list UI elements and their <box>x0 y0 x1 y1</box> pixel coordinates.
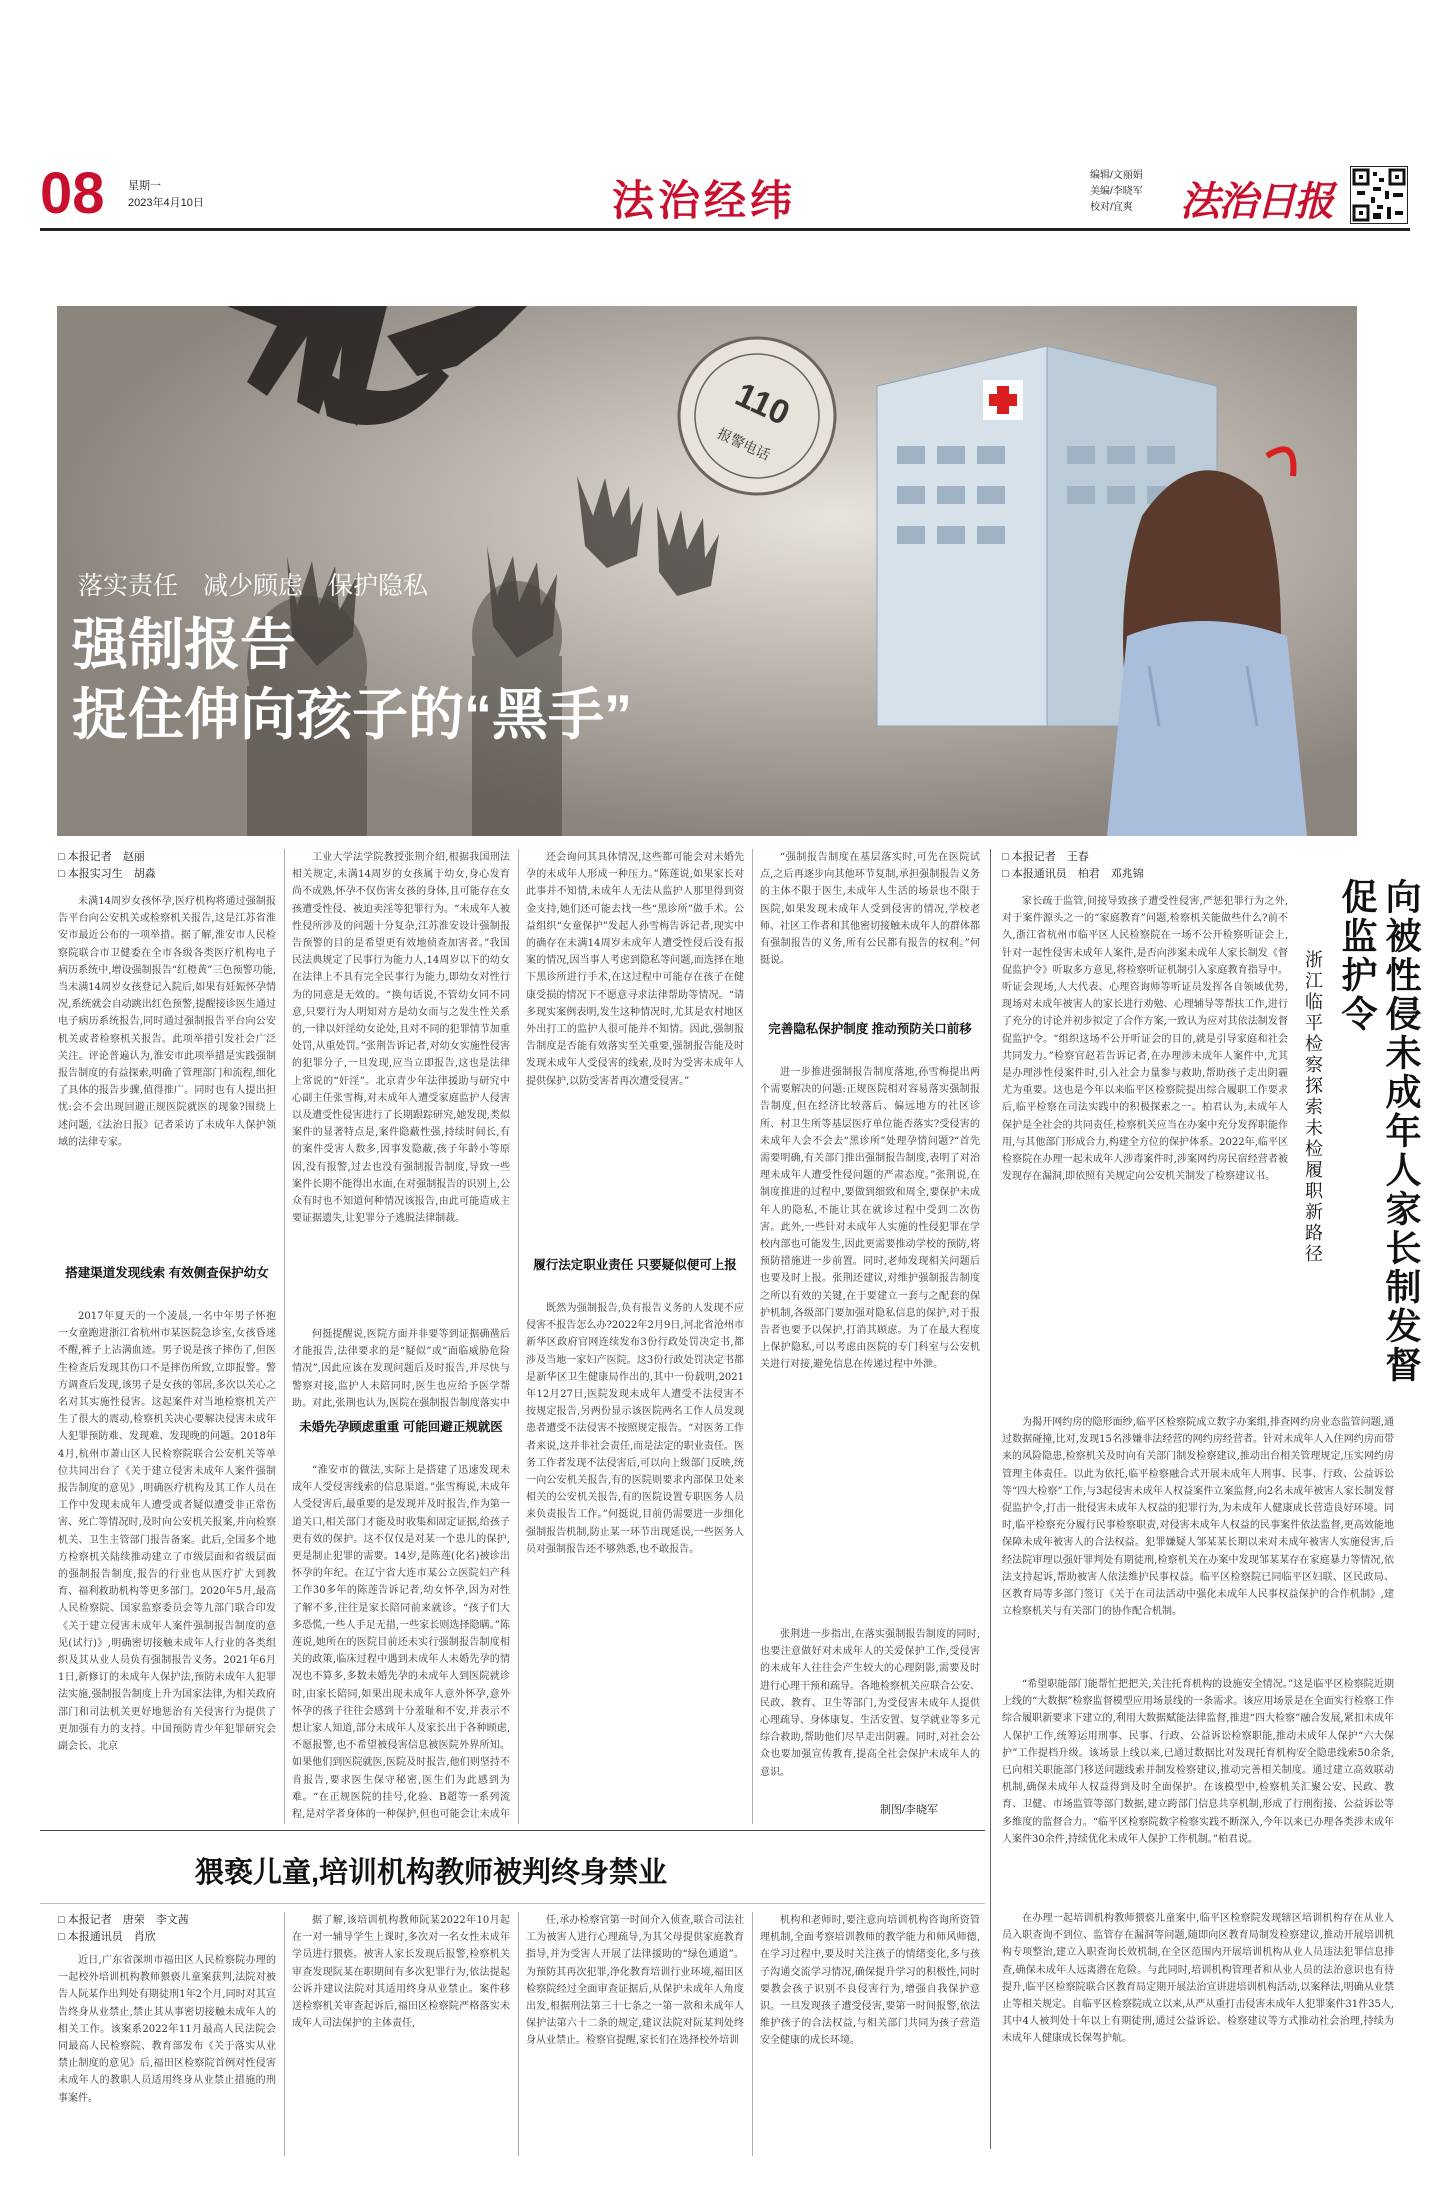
badge-phone-text: 报警电话 <box>714 425 773 465</box>
reporter-credit: □ 本报记者 赵丽 <box>58 851 145 863</box>
article1-subhead-4: 完善隐私保护制度 推动预防关口前移 <box>768 1022 972 1036</box>
article1-paragraph: 进一步推进强制报告制度落地,孙雪梅提出两个需要解决的问题:正规医院相对容易落实强制报告制度,但在经济比较落后、偏远地方的社区诊所、村卫生所等基层医疗单位能否落实?受侵害的未成年人会不会去“黑诊所”处理孕情问题?“首先需要明确,有关部门推出强制报告制度,表明了对治理未成年人遭受性侵问题的严肃态度。”张荆说,在制度推进的过程中,要做到细致和周全,要保护未成年人的隐私,不能让其在就诊过程中受到二次伤害。此外,一些针对未成年人实施的性侵犯罪在学校内部也可能发生,因此更需要推动学校的预防,将预防措施进一步前置。同时,老师发现相关问题后也要及时上报。张荆还建议,对维护强制报告制度之所以有效的关键,在于要建立一套与之配套的保护机制,各级部门要加强对隐私信息的保护,对于报告者也要予以保护,打消其顾虑。为了在最大程度上保护隐私,可以考虑由医院的专门科室与公安机关进行对接,避免信息在传递过程中外泄。 <box>760 1067 980 1371</box>
article1-paragraph: 工业大学法学院教授张荆介绍,根据我国刑法相关规定,未满14周岁的女孩属于幼女,身心发育尚不成熟,怀孕不仅伤害女孩的身体,且可能存在女孩遭受性侵、被迫卖淫等犯罪行为。“未成年人被性侵所涉及的问题十分复杂,江苏淮安设计强制报告预警的目的是希望更有效地侦查加害者。”我国民法典规定了民事行为能力人,14周岁以下的幼女在法律上不具有完全民事行为能力,即幼女对性行为的同意是无效的。“换句话说,不管幼女同不同意,只要行为人明知对方是幼女而与之发生性关系的,一律以奸淫幼女论处,且对不同的犯罪情节加重处罚,从重处罚。”张荆告诉记者,对幼女实施性侵害的犯罪分子,一旦发现,应当立即报告,这也是法律上常说的“奸淫”。北京青少年法律援助与研究中心副主任张雪梅,对未成年人遭受家庭监护人侵害以及遭受性侵害进行了长期跟踪研究,她发现,类似案件的显著特点是,案件隐蔽性强,持续时间长,有的案件受害人数多,因事发隐蔽,孩子年龄小等原因,没有报警,过去也没有强制报告制度,导致一些案件长期不能得出水面,在对强制报告的识别上,公众有时也不知道何种情况该报告,由此可能造成主要证据遗失,让犯罪分子逃脱法律制裁。 <box>292 852 510 1225</box>
section-title: 法治经纬 <box>612 179 797 225</box>
article3-col2-text <box>292 1912 510 2156</box>
article2-text-b <box>1002 1414 1394 1672</box>
article2-byline <box>1002 849 1144 883</box>
article3-title-rule <box>40 1903 985 1904</box>
article2-paragraph: “希望职能部门能帮忙把把关,关注托育机构的设施安全情况。”这是临平区检察院近期上线的“大数据”检察监督模型应用场景线的一条需求。该应用场景是在全面实行检察工作综合履职新要求下建立的,利用大数据赋能法律监督,推进“四大检察”融合发展,紧扣未成年人保护工作,统筹运用刑事、民事、行政、公益诉讼检察职能,推动未成年人保护“六大保护”工作提档升级。该场景上线以来,已通过数据比对发现托育机构安全隐患线索50余条,已向相关职能部门移送问题线索并制发检察建议,推动完善相关制度。通过建立高效联动机制,确保未成年人权益得到及时全面保护。在该模型中,检察机关汇聚公安、民政、教育、卫健、市场监管等部门数据,建立跨部门信息共享机制,形成了行刑衔接、公益诉讼等多维度的监督合力。“临平区检察院数字检察实践不断深入,今年以来已办理各类涉未成年人案件30余件,持续优化未成年人保护工作机制。”柏君说。 <box>1002 1679 1394 1845</box>
issue-date-block <box>128 178 204 212</box>
article1-paragraph: 2017年夏天的一个凌晨,一名中年男子怀抱一女童跑进浙江省杭州市某医院急诊室,女孩昏迷不醒,裤子上沾满血迹。男子说是孩子摔伤了,但医生检查后发现其伤口不是摔伤所致,立即报警。警方调查后发现,该男子是女孩的邻居,多次以关心之名对其实施性侵害。这起案件对当地检察机关产生了很大的震动,检察机关决心要解决侵害未成年人犯罪预防难、发现难、发现晚的问题。2018年4月,杭州市萧山区人民检察院联合公安机关等单位共同出台了《关于建立侵害未成年人案件强制报告制度的意见》,明确医疗机构及其工作人员在工作中发现未成年人遭受或者疑似遭受非正常伤害、死亡等情况时,及时向公安机关报案,并向检察机关、卫生主管部门报告备案。此后,全国多个地方检察机关陆续推动建立了市级层面和省级层面的强制报告制度,报告的行业也从医疗扩大到教育、福利救助机构等更多部门。2020年5月,最高人民检察院、国家监察委员会等九部门联合印发《关于建立侵害未成年人案件强制报告制度的意见(试行)》,明确密切接触未成年人行业的各类组织及其从业人员负有强制报告义务。2021年6月1日,新修订的未成年人保护法,预防未成年人犯罪法实施,强制报告制度上升为国家法律,为相关政府部门和司法机关更好地惩治有关侵害行为提供了更加强有力的支持。中国预防青少年犯罪研究会副会长、北京 <box>58 1311 276 1753</box>
article1-paragraph: “淮安市的做法,实际上是搭建了迅速发现未成年人受侵害线索的信息渠道。”张雪梅说,未成年人受侵害后,最重要的是发现并及时报告,作为第一道关口,相关部门才能及时收集和固定证据,给孩子更有效的保护。这不仅仅是对某一个患儿的保护,更是制止犯罪的需要。14岁,是陈莲(化名)被诊出怀孕的年纪。在辽宁省大连市某公立医院妇产科工作30多年的陈莲告诉记者,幼女怀孕,因为对性了解不多,往往是家长陪同前来就诊。“孩子们大多恐慌,一些人手足无措,一些家长则选择隐瞒。”陈莲说,她所在的医院目前还未实行强制报告制度相关的政策,临床过程中遇到未成年人未婚先孕的情况也不算多,多数未婚先孕的未成年人到医院就诊时,由家长陪同,如果出现未成年人意外怀孕,意外怀孕的孩子往往会感到十分羞耻和不安,并表示不想让家人知道,部分未成年人及家长出于各种顾虑,不愿报警,也不希望被侵害信息被医院外界所知。如果他们到医院就医,医院及时报告,他们则坚持不肯报告,要求医生保守秘密,医生们为此感到为难。“在正规医院的挂号,化验、B超等一系列流程,是对学者身体的一种保护,但也可能会让未成年 <box>292 1465 510 1821</box>
page-number: 08 <box>40 161 105 226</box>
article1-col1-text <box>58 893 276 1256</box>
article1-col4-text <box>760 849 980 1009</box>
headline-line-1: 强制报告 <box>72 613 296 676</box>
article1-col4b-text <box>760 1064 980 1624</box>
article3-title: 猥亵儿童,培训机构教师被判终身禁业 <box>195 1857 668 1889</box>
article1-paragraph: 张荆进一步指出,在落实强制报告制度的同时,也要注意做好对未成年人的关爱保护工作,受侵害的未成年人往往会产生较大的心理阴影,需要及时进行心理干预和疏导。各地检察机关应联合公安、民政、教育、卫生等部门,为受侵害未成年人提供心理疏导、身体康复、生活安置、复学就业等多元综合救助,帮助他们尽早走出阴霾。同时,对社会公众也要加强宣传教育,提高全社会保护未成年人的意识。 <box>760 1629 980 1778</box>
illustration-credit: 制图/李晓军 <box>880 1804 939 1816</box>
article1-paragraph: 还会询问其具体情况,这些都可能会对未婚先孕的未成年人形成一种压力。”陈莲说,如果家长对此事并不知情,未成年人无法从监护人那里得到资金支持,她们还可能去找一些“黑诊所”做手术。公益组织“女童保护”发起人孙雪梅告诉记者,现实中的确存在未满14周岁未成年人遭受性侵后没有报案的情况,因当事人考虑到隐私等问题,而选择在地下黑诊所进行手术,在这过程中可能存在孩子在健康受损的情况下不愿意寻求法律帮助等情况。“请多现实案例表明,发生这种情况时,尤其是农村地区外出打工的监护人很可能并不知情。因此,强制报告制度是否能有效落实至关重要,强制报告能及时发现未成年人受侵害的线索,及时为受害未成年人提供保护,以防受害者再次遭受侵害。” <box>526 852 744 1087</box>
editor-credit: 编辑/文丽娟 <box>1090 170 1143 181</box>
proofreader-credit: 校对/宜爽 <box>1090 202 1133 213</box>
article1-subhead-2: 未婚先孕顾虑重重 可能回避正规就医 <box>299 1420 503 1434</box>
column-divider <box>518 1912 519 2156</box>
article2-subtitle: 浙江临平检察探索未检履职新路径 <box>1303 950 1323 1265</box>
masthead-logo: 法治日报 <box>1180 178 1332 225</box>
section-divider <box>990 849 991 2149</box>
badge-110-text: 110 <box>729 375 796 434</box>
article1-col2b-text <box>292 1462 510 1822</box>
article1-subhead-1: 搭建渠道发现线索 有效侧查保护幼女 <box>65 1266 269 1280</box>
hero-kicker: 落实责任 减少顾虑 保护隐私 <box>78 572 429 600</box>
article3-col3-text <box>526 1912 744 2156</box>
column-divider <box>752 849 753 1824</box>
article1-byline <box>58 849 156 883</box>
column-divider <box>284 849 285 1824</box>
article3-col1-text <box>58 1952 276 2156</box>
article2-paragraph: 为揭开网约房的隐形面纱,临平区检察院成立数字办案组,排查网约房业态监管问题,通过数据碰撞,比对,发现15名涉嫌非法经营的网约房经营者。针对未成年人入住网约房而带来的风险隐患,检察机关及时向有关部门制发检察建议,推动出台相关管理规定,压实网约房管理主体责任。以此为依托,临平检察融合式开展未成年人刑事、民事、行政、公益诉讼等“四大检察”工作,与3起侵害未成年人权益案件立案监督,向2名未成年被害人家长制发督促监护令,打击一批侵害未成年人权益的犯罪行为,为未成年人健康成长营造良好环境。同时,临平检察充分履行民事检察职责,对侵害未成年人权益的民事案件依法监督,更高效能地保障未成年被害人的合法权益。犯罪嫌疑人邹某某长期以来对未成年被害人实施侵害,后经法院审理以强奸罪判处有期徒刑,检察机关在办案中发现邹某某存在家庭暴力等情况,依法支持起诉,帮助被害人依法维护民事权益。临平区检察院已同临平区妇联、区民政局、区教育局等多部门签订《关于在司法活动中强化未成年人民事权益保护的合作机制》,建立检察机关与有关部门的协作配合机制。 <box>1002 1417 1394 1618</box>
article2-paragraph: 在办理一起培训机构教师猥亵儿童案中,临平区检察院发现辖区培训机构存在从业人员入职查询不到位、监管存在漏洞等问题,随即向区教育局制发检察建议,推动开展培训机构专项整治,建立入职查询长效机制,在全区范围内开展培训机构从业人员违法犯罪信息排查,确保未成年人远离潜在危险。与此同时,培训机构管理者和从业人员的法治意识也有待提升,临平区检察院联合区教育局定期开展法治宣讲进培训机构活动,以案释法,明确从业禁止等相关规定。自临平区检察院成立以来,从严从重打击侵害未成年人犯罪案件31件35人,其中4人被判处十年以上有期徒刑,通过公益诉讼、检察建议等方式推动社会治理,持续为未成年人健康成长保驾护航。 <box>1002 1913 1394 2045</box>
article1-col2-text <box>292 849 510 1325</box>
article1-paragraph: “强制报告制度在基层落实时,可先在医院试点,之后再逐步向其他环节复制,承担强制报告义务的主体不限于医生,未成年人生活的场景也不限于医院,如果发现未成年人受到侵害的情况,学校老师、社区工作者和其他密切接触未成年人的群体都有强制报告的义务,所有公民都有报告的权利。”何挺说。 <box>760 852 980 967</box>
column-divider <box>284 1912 285 2156</box>
article2-text-d <box>1002 1910 1394 2154</box>
headline-line-2: 捉住伸向孩子的“黑手” <box>72 683 632 746</box>
article3-byline <box>58 1912 189 1946</box>
correspondent-credit: □ 本报通讯员 柏君 邓兆锦 <box>1002 868 1144 880</box>
article2-text-c <box>1002 1676 1394 1906</box>
header-rule <box>40 228 1410 231</box>
article2-text-a <box>1002 893 1288 1411</box>
reporter-credit: □ 本报记者 王春 <box>1002 851 1089 863</box>
designer-credit: 美编/李晓军 <box>1090 186 1143 197</box>
article1-col2-cont <box>292 1326 510 1410</box>
weekday: 星期一 <box>128 180 161 192</box>
article3-paragraph: 任,承办检察官第一时间介入侦查,联合司法社工为被害人进行心理疏导,为其父母提供家庭教育指导,并为受害人开展了法律援助的“绿色通道”。为预防其再次犯罪,净化教育培训行业环境,福田区检察院经过全面审查证据后,从保护未成年人角度出发,根据刑法第三十七条之一第一款和未成年人保护法第六十二条的规定,建议法院对阮某判处终身从业禁止。检察官提醒,家长们在选择校外培训 <box>526 1915 744 2047</box>
issue-date: 2023年4月10日 <box>128 197 204 209</box>
article1-col3-text <box>526 849 744 1245</box>
article1-paragraph: 何挺提醒说,医院方面并非要等到证据确凿后才能报告,法律要求的是“疑似”或“面临威胁危险情况”,因此应该在发现问题后及时报告,并尽快与警察对接,监护人未陪同时,医生也应给予医学帮助。对此,张荆也认为,医院在强制报告制度落实中 <box>292 1329 510 1409</box>
article3-col4-text <box>760 1912 980 2156</box>
article1-paragraph: 既然为强制报告,负有报告义务的人发现不应侵害不报告怎么办?2022年2月9日,河北省沧州市新华区政府官网连续发布3份行政处罚决定书,都涉及当地一家妇产医院。这3份行政处罚决定书都是新华区卫生健康局作出的,其中一份载明,2021年12月27日,医院发现未成年人遭受不法侵害不按规定报告,另两份显示该医院两名工作人员发现患者遭受不法侵害不按照规定报告。“对医务工作者来说,这并非社会责任,而是法定的职业责任。医务工作者发现不法侵害后,可以向上级部门反映,统一向公安机关报告,有的医院则要求内部保卫处来相关的公安机关报告,有的医院设置专职医务人员来负责报告工作。”何挺说,目前仍需要进一步细化强制报告机制,防止某一环节出现延误,一些医务人员对强制报告还不够熟悉,也不敢报告。 <box>526 1303 744 1555</box>
article1-col3b-text <box>526 1300 744 1822</box>
reporter-credit: □ 本报记者 唐荣 李文茜 <box>58 1914 189 1926</box>
article1-col4c-text <box>760 1626 980 1796</box>
article3-paragraph: 机构和老师时,要注意向培训机构咨询所资管理机制,全面考察培训教师的教学能力和师风师德,在学习过程中,要及时关注孩子的情绪变化,多与孩子沟通交流学习情况,确保提升学习的积极性,同时要教会孩子识别不良侵害行为,增强自我保护意识。一旦发现孩子遭受侵害,要第一时间报警,依法维护孩子的合法权益,与相关部门共同为孩子营造安全健康的成长环境。 <box>760 1915 980 2047</box>
column-divider <box>518 849 519 1824</box>
article1-subhead-3: 履行法定职业责任 只要疑似便可上报 <box>533 1258 737 1272</box>
article1-col1b-text <box>58 1308 276 1822</box>
article3-top-rule <box>40 1830 985 1831</box>
article2-paragraph: 家长疏于监管,间接导致孩子遭受性侵害,严惩犯罪行为之外,对于案件源头之一的“家庭教育”问题,检察机关能做些什么?前不久,浙江省杭州市临平区人民检察院在一场不公开检察听证会上,针对一起性侵害未成年人案件,是否向涉案未成年人家长制发《督促监护令》听取多方意见,将检察听证机制引入家庭教育指导中。听证会现场,人大代表、心理咨询师等听证员发挥各自领域优势,现场对未成年被害人的家长进行劝勉、心理辅导等帮扶工作,进行了充分的讨论并初步拟定了合作方案,一致认为应对其依法制发督促监护令。“组织这场不公开听证会的目的,就是引导家庭和社会共同发力。”检察官赵若告诉记者,在办理涉未成年人案件中,尤其是办理涉性侵案件时,引入社会力量参与救助,帮助孩子走出阴霾尤为重要。这也是今年以来临平区检察院提出综合履职工作要求后,临平检察在司法实践中的积极探索之一。柏君认为,未成年人保护是全社会的共同责任,检察机关应当在办案中充分发挥职能作用,与其他部门形成合力,构建全方位的保护体系。2022年,临平区检察院在办理一起未成年人涉毒案件时,涉案网约房民宿经营者被发现存在漏洞,即依照有关规定向公安机关制发了检察建议书。 <box>1002 896 1288 1183</box>
article2-title: 向被性侵未成年人家长制发督促监护令 <box>1337 878 1422 1385</box>
article3-paragraph: 据了解,该培训机构教师阮某2022年10月起在一对一辅导学生上课时,多次对一名女性未成年学员进行猥亵。被害人家长发现后报警,检察机关审查发现阮某在职期间有多次犯罪行为,依法提起公诉并建议法院对其适用终身从业禁止。案件移送检察机关审查起诉后,福田区检察院严格落实未成年人司法保护的主体责任, <box>292 1915 510 2030</box>
correspondent-credit: □ 本报通讯员 肖欣 <box>58 1931 156 1943</box>
column-divider <box>752 1912 753 2156</box>
editor-credits <box>1090 168 1143 216</box>
article3-paragraph: 近日,广东省深圳市福田区人民检察院办理的一起校外培训机构教师猥亵儿童案获判,法院对被告人阮某作出判处有期徒刑1年2个月,同时对其宣告终身从业禁止,禁止其从事密切接触未成年人的相关工作。该案系2022年11月最高人民法院会同最高人民检察院、教育部发布《关于落实从业禁止制度的意见》后,福田区检察院首例对性侵害未成年人的教职人员适用终身从业禁止措施的刑事案件。 <box>58 1955 276 2104</box>
article1-paragraph: 未满14周岁女孩怀孕,医疗机构将通过强制报告平台向公安机关或检察机关报告,这是江苏省淮安市最近公布的一项举措。据了解,淮安市人民检察院联合市卫健委在全市各级各类医疗机构电子病历系统中,增设强制报告“红橙黄”三色预警功能,当未满14周岁女孩登记入院后,如果有妊娠怀孕情况,系统就会自动跳出红色预警,提醒接诊医生通过电子病历系统报告,同时通过强制报告平台向公安机关或者检察机关报告。此项举措引发社会广泛关注。评论普遍认为,淮安市此项举措是实践强制报告制度的有益探索,明确了管理部门和流程,细化了具体的报告步骤,值得推广。同时也有人提出担忧:会不会出现回避正规医院就医的现象?围绕上述问题,《法治日报》记者采访了未成年人保护领域的法律专家。 <box>58 896 276 1148</box>
intern-credit: □ 本报实习生 胡淼 <box>58 868 156 880</box>
hero-headline <box>72 610 632 750</box>
qr-code <box>1350 166 1408 224</box>
